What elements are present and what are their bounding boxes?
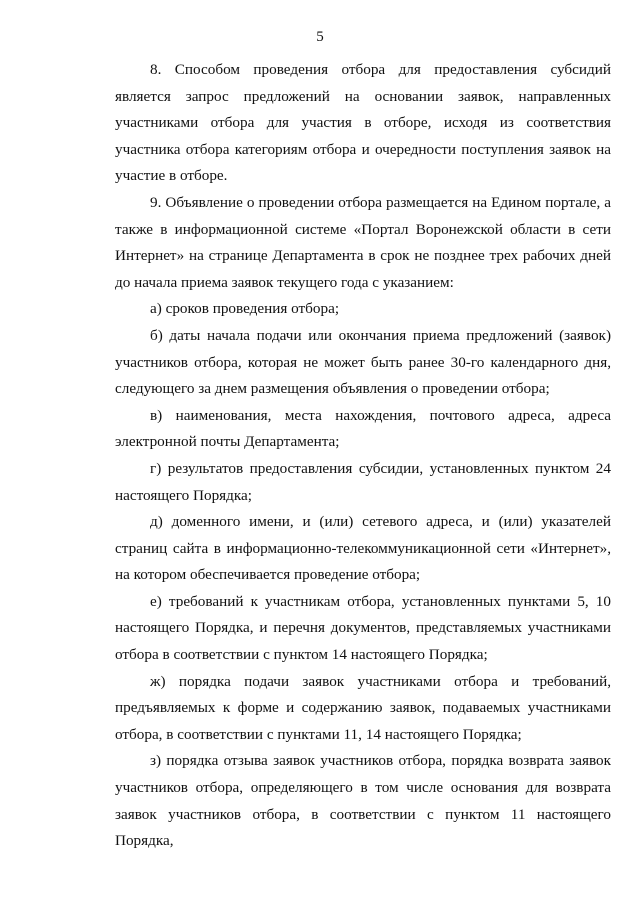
paragraph-9: 9. Объявление о проведении отбора размещается на Едином портале, а также в информационной системе «Портал Воронежской области в сети Интернет» на странице Департамента в срок не позднее трех рабочих дней до начала приема заявок текущего года с указанием: [115,193,611,291]
list-item-zh: ж) порядка подачи заявок участниками отбора и требований, предъявляемых к форме и содержанию заявок, подаваемых участниками отбора, в соответствии с пунктами 11, 14 настоящего Порядка; [115,672,611,743]
list-item-e: е) требований к участникам отбора, установленных пунктами 5, 10 настоящего Порядка, и перечня документов, представляемых участниками отбора в соответствии с пунктом 14 настоящего Порядка; [115,592,611,664]
list-item-b: б) даты начала подачи или окончания приема предложений (заявок) участников отбора, которая не может быть ранее 30-го календарного дня, следующего за днем размещения объявления о проведении отбора; [115,326,611,398]
list-item-a: а) сроков проведения отбора; [150,300,340,318]
list-item-z: з) порядка отзыва заявок участников отбора, порядка возврата заявок участников отбора, определяющего в том числе основания для возврата заявок участников отбора, в соответствии с пунктом 11 настоящего Порядка, [115,752,611,850]
list-item-g: г) результатов предоставления субсидии, установленных пунктом 24 настоящего Порядка; [115,459,611,504]
document-body [115,57,611,855]
list-item-d: д) доменного имени, и (или) сетевого адреса, и (или) указателей страниц сайта в информационно-телекоммуникационной сети «Интернет», на котором обеспечивается проведение отбора; [115,513,611,584]
page-number: 5 [316,29,324,45]
list-item-v: в) наименования, места нахождения, почтового адреса, адреса электронной почты Департамента; [115,406,611,451]
paragraph-8: 8. Способом проведения отбора для предоставления субсидий является запрос предложений на основании заявок, направленных участниками отбора для участия в отборе, исходя из соответствия участника отбора категориям отбора и очередности поступления заявок на участие в отборе. [115,61,611,185]
